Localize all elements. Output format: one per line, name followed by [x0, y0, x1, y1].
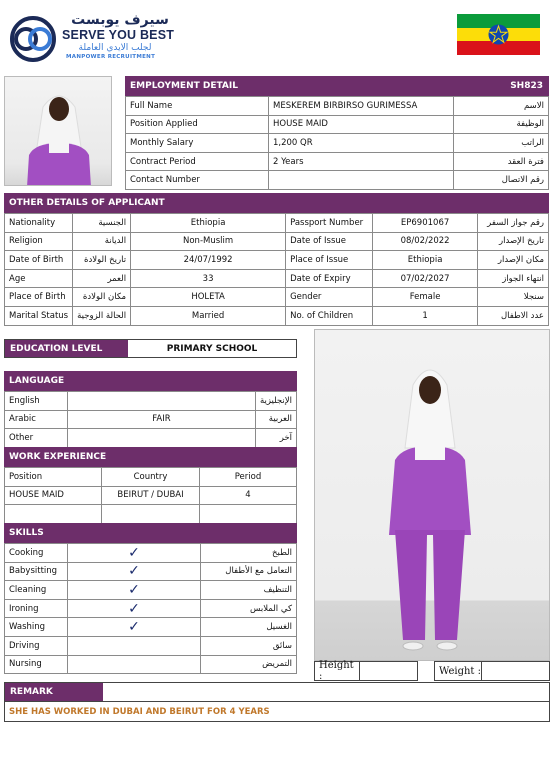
language-name-arabic: العربية	[255, 410, 296, 429]
field-label-arabic: الاسم	[454, 97, 549, 116]
skill-row	[5, 655, 297, 674]
skill-name: Cleaning	[5, 581, 68, 600]
skill-check	[68, 618, 201, 637]
skill-row	[5, 599, 297, 618]
language-name-arabic: آخر	[255, 429, 296, 448]
language-row	[5, 392, 297, 411]
skill-name-arabic: كي الملابس	[201, 599, 297, 618]
weight-label: Weight :	[434, 661, 482, 681]
checkmark-icon: ✓	[128, 619, 140, 636]
applicant-details-table	[4, 213, 549, 326]
logo-emblem-icon	[8, 16, 58, 62]
detail-value: Non-Muslim	[131, 232, 286, 251]
field-value: HOUSE MAID	[269, 115, 454, 134]
detail-value: Married	[131, 306, 286, 325]
checkmark-icon: ✓	[128, 544, 140, 561]
logo-name: SERVE YOU BEST	[62, 28, 175, 42]
language-table	[4, 391, 297, 448]
detail-value-2: EP6901067	[373, 214, 478, 233]
work-header-row	[5, 468, 297, 487]
applicant-row	[5, 251, 549, 270]
skill-name: Babysitting	[5, 562, 68, 581]
detail-value: HOLETA	[131, 288, 286, 307]
measure-gap	[418, 661, 434, 681]
detail-value: 33	[131, 269, 286, 288]
detail-label-2-arabic: تاريخ الإصدار	[478, 232, 549, 251]
work-experience-table	[4, 467, 297, 524]
work-cell	[102, 505, 200, 524]
detail-label-2: No. of Children	[286, 306, 373, 325]
education-section	[4, 339, 297, 358]
detail-label-arabic: الديانة	[73, 232, 131, 251]
field-value	[269, 171, 454, 190]
detail-label-2-arabic: مكان الإصدار	[478, 251, 549, 270]
skill-name: Driving	[5, 636, 68, 655]
skill-name-arabic: التعامل مع الأطفال	[201, 562, 297, 581]
detail-label-2: Date of Issue	[286, 232, 373, 251]
language-header: LANGUAGE	[4, 371, 297, 391]
detail-label-2: Place of Issue	[286, 251, 373, 270]
measurements-row	[314, 661, 550, 681]
skill-name: Washing	[5, 618, 68, 637]
field-label: Position Applied	[126, 115, 269, 134]
detail-value-2: Female	[373, 288, 478, 307]
applicant-photo-large	[314, 329, 550, 661]
work-column-header: Position	[5, 468, 102, 487]
applicant-details-section	[4, 193, 549, 326]
logo-arabic-sub: لجلب الايدي العاملة	[78, 43, 152, 53]
ethiopia-flag-icon	[457, 14, 540, 55]
detail-value: Ethiopia	[131, 214, 286, 233]
detail-value: 24/07/1992	[131, 251, 286, 270]
field-value: 1,200 QR	[269, 134, 454, 153]
detail-label: Nationality	[5, 214, 73, 233]
height-label: Height :	[314, 661, 360, 681]
skill-row	[5, 562, 297, 581]
language-row	[5, 429, 297, 448]
employment-detail-section	[125, 76, 549, 190]
skill-name-arabic: التمريض	[201, 655, 297, 674]
logo-arabic-name: سيرف يوبست	[71, 12, 169, 28]
field-label-arabic: فترة العقد	[454, 152, 549, 171]
field-label: Contact Number	[126, 171, 269, 190]
skill-row	[5, 544, 297, 563]
skills-section	[4, 523, 297, 674]
work-column-header: Country	[102, 468, 200, 487]
detail-label-arabic: الحالة الزوجية	[73, 306, 131, 325]
detail-label-arabic: العمر	[73, 269, 131, 288]
skill-name: Cooking	[5, 544, 68, 563]
detail-label: Marital Status	[5, 306, 73, 325]
employment-detail-header	[125, 76, 549, 96]
applicant-details-header: OTHER DETAILS OF APPLICANT	[4, 193, 549, 213]
height-value	[360, 661, 418, 681]
work-experience-header: WORK EXPERIENCE	[4, 447, 297, 467]
detail-label-2: Date of Expiry	[286, 269, 373, 288]
detail-label-2-arabic: انتهاء الجواز	[478, 269, 549, 288]
language-name: English	[5, 392, 68, 411]
skill-name-arabic: سائق	[201, 636, 297, 655]
skill-check	[68, 636, 201, 655]
field-label: Monthly Salary	[126, 134, 269, 153]
skill-row	[5, 618, 297, 637]
skills-table	[4, 543, 297, 674]
skill-check	[68, 655, 201, 674]
language-level	[67, 429, 255, 448]
detail-value-2: 08/02/2022	[373, 232, 478, 251]
checkmark-icon: ✓	[128, 581, 140, 598]
field-label-arabic: الراتب	[454, 134, 549, 153]
detail-label-2: Passport Number	[286, 214, 373, 233]
employment-row	[126, 97, 549, 116]
field-label: Full Name	[126, 97, 269, 116]
detail-value-2: 07/02/2027	[373, 269, 478, 288]
work-experience-section	[4, 447, 297, 524]
education-value: PRIMARY SCHOOL	[166, 343, 258, 354]
applicant-row	[5, 288, 549, 307]
remark-header-row	[5, 683, 549, 702]
field-label: Contract Period	[126, 152, 269, 171]
detail-label: Place of Birth	[5, 288, 73, 307]
detail-label-arabic: الجنسية	[73, 214, 131, 233]
education-label: EDUCATION LEVEL	[5, 340, 128, 357]
skill-name-arabic: الطبخ	[201, 544, 297, 563]
work-row	[5, 505, 297, 524]
work-cell	[5, 505, 102, 524]
field-label-arabic: رقم الاتصال	[454, 171, 549, 190]
logo-sub: MANPOWER RECRUITMENT	[66, 54, 156, 60]
language-level	[67, 392, 255, 411]
skill-check	[68, 544, 201, 563]
skill-row	[5, 581, 297, 600]
employment-row	[126, 115, 549, 134]
remark-text: SHE HAS WORKED IN DUBAI AND BEIRUT FOR 4 YEARS	[9, 707, 270, 717]
language-name: Other	[5, 429, 68, 448]
employment-row	[126, 152, 549, 171]
work-cell	[200, 505, 297, 524]
detail-label: Religion	[5, 232, 73, 251]
language-level: FAIR	[67, 410, 255, 429]
skill-row	[5, 636, 297, 655]
applicant-row	[5, 306, 549, 325]
detail-label-arabic: مكان الولادة	[73, 288, 131, 307]
employment-row	[126, 171, 549, 190]
field-value: 2 Years	[269, 152, 454, 171]
detail-value-2: 1	[373, 306, 478, 325]
skill-check	[68, 581, 201, 600]
work-column-header: Period	[200, 468, 297, 487]
remark-header-blank	[103, 683, 549, 701]
language-name: Arabic	[5, 410, 68, 429]
detail-label-2-arabic: رقم جواز السفر	[478, 214, 549, 233]
weight-value	[482, 661, 550, 681]
language-section	[4, 371, 297, 448]
skill-check	[68, 562, 201, 581]
detail-label-2-arabic: سنجلا	[478, 288, 549, 307]
applicant-row	[5, 214, 549, 233]
skill-name: Ironing	[5, 599, 68, 618]
work-cell: HOUSE MAID	[5, 486, 102, 505]
remark-section	[4, 682, 550, 722]
reference-code: SH823	[510, 81, 543, 91]
work-row	[5, 486, 297, 505]
work-cell: 4	[200, 486, 297, 505]
skill-check	[68, 599, 201, 618]
skill-name: Nursing	[5, 655, 68, 674]
field-value: MESKEREM BIRBIRSO GURIMESSA	[269, 97, 454, 116]
detail-label-2-arabic: عدد الاطفال	[478, 306, 549, 325]
field-label-arabic: الوظيفة	[454, 115, 549, 134]
skill-name-arabic: التنظيف	[201, 581, 297, 600]
applicant-row	[5, 269, 549, 288]
employment-row	[126, 134, 549, 153]
work-cell: BEIRUT / DUBAI	[102, 486, 200, 505]
detail-label: Age	[5, 269, 73, 288]
detail-label: Date of Birth	[5, 251, 73, 270]
checkmark-icon: ✓	[128, 600, 140, 617]
checkmark-icon: ✓	[128, 563, 140, 580]
detail-label-arabic: تاريخ الولادة	[73, 251, 131, 270]
detail-value-2: Ethiopia	[373, 251, 478, 270]
applicant-row	[5, 232, 549, 251]
detail-label-2: Gender	[286, 288, 373, 307]
applicant-photo-small	[4, 76, 112, 186]
skills-header: SKILLS	[4, 523, 297, 543]
employment-detail-title: EMPLOYMENT DETAIL	[130, 81, 238, 91]
language-name-arabic: الإنجليزية	[255, 392, 296, 411]
company-logo	[8, 12, 178, 64]
language-row	[5, 410, 297, 429]
skill-name-arabic: الغسيل	[201, 618, 297, 637]
employment-table	[125, 96, 549, 190]
remark-label: REMARK	[5, 683, 103, 701]
